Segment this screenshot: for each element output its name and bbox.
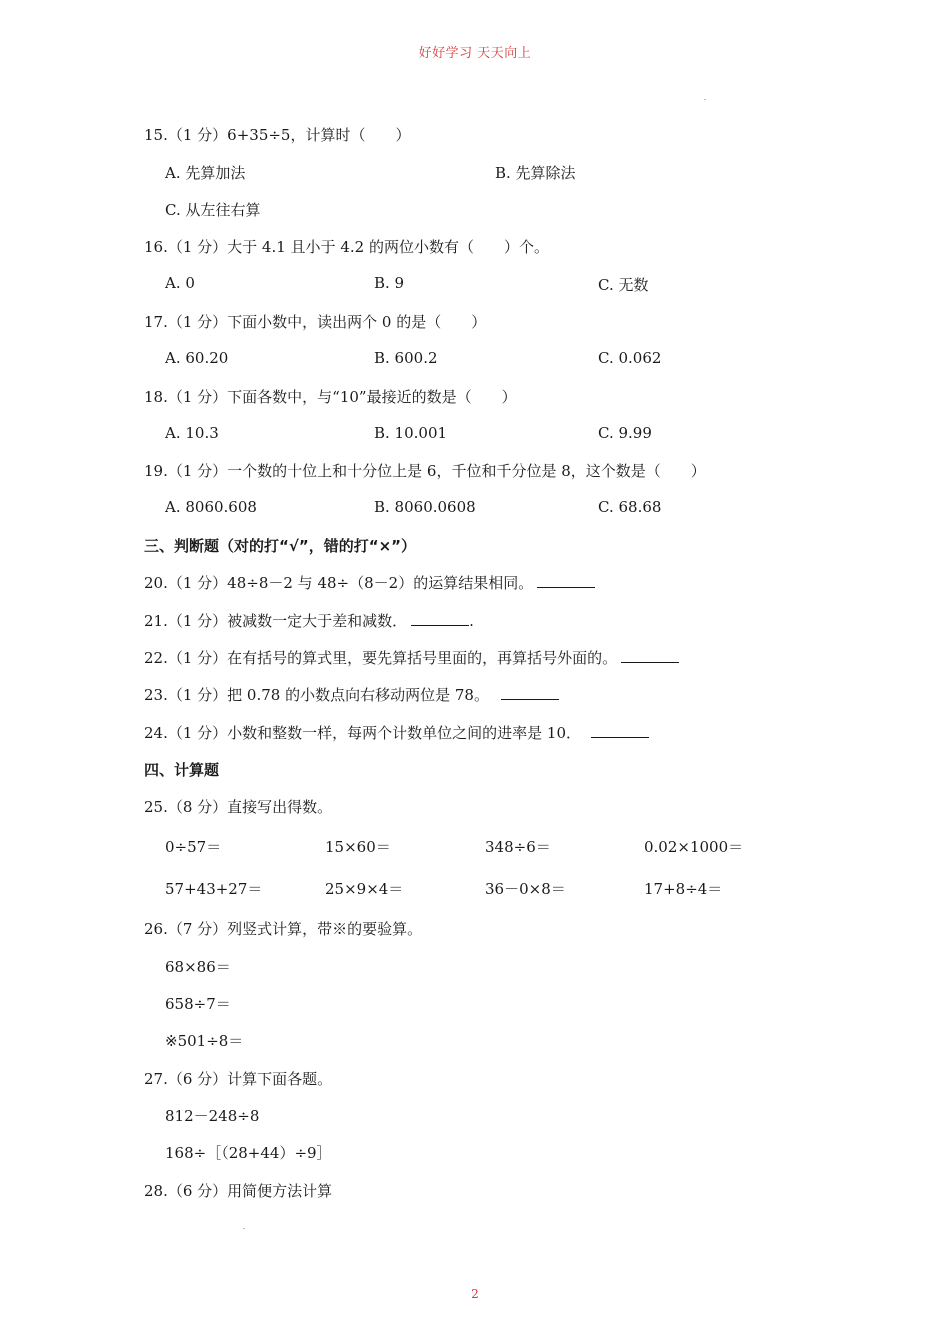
oral-calc-item: 15×60＝: [325, 838, 391, 856]
vertical-calc-item: 658÷7＝: [165, 995, 231, 1013]
question-16-option-a[interactable]: A. 0: [165, 274, 195, 292]
question-21-stem: 21.（1 分）被减数一定大于差和减数．: [144, 612, 408, 630]
expression-item: 812－248÷8: [165, 1107, 260, 1125]
section-3-title: 三、判断题（对的打“√”，错的打“×”）: [144, 537, 417, 555]
question-19-option-b[interactable]: B. 8060.0608: [374, 498, 476, 516]
question-22-stem: 22.（1 分）在有括号的算式里，要先算括号里面的，再算括号外面的。: [144, 649, 618, 667]
section-4-title: 四、计算题: [144, 761, 220, 779]
question-15-stem: 15.（1 分）6+35÷5，计算时（ ）: [144, 126, 411, 144]
answer-blank[interactable]: [621, 648, 679, 663]
question-19-option-c[interactable]: C. 68.68: [598, 498, 662, 516]
question-17-option-c[interactable]: C. 0.062: [598, 349, 662, 367]
oral-calc-item: 0÷57＝: [165, 838, 222, 856]
question-18-option-a[interactable]: A. 10.3: [165, 424, 219, 442]
question-25-stem: 25.（8 分）直接写出得数。: [144, 798, 333, 816]
question-20: [144, 572, 595, 593]
question-26-stem: 26.（7 分）列竖式计算，带※的要验算。: [144, 920, 423, 938]
question-27-stem: 27.（6 分）计算下面各题。: [144, 1070, 333, 1088]
question-23: [144, 684, 559, 705]
page-number: 2: [471, 1287, 479, 1301]
scan-speck: [243, 1228, 245, 1229]
question-17-stem: 17.（1 分）下面小数中，读出两个 0 的是（ ）: [144, 313, 487, 331]
expression-item: 168÷［（28+44）÷9］: [165, 1144, 332, 1162]
oral-calc-item: 17+8÷4＝: [644, 880, 723, 898]
answer-blank[interactable]: [537, 573, 595, 588]
question-18-option-b[interactable]: B. 10.001: [374, 424, 448, 442]
question-16-option-b[interactable]: B. 9: [374, 274, 405, 292]
answer-blank[interactable]: [501, 685, 559, 700]
vertical-calc-item: ※501÷8＝: [165, 1032, 244, 1050]
oral-calc-item: 36－0×8＝: [485, 880, 566, 898]
question-19-stem: 19.（1 分）一个数的十位上和十分位上是 6，千位和千分位是 8，这个数是（ ）: [144, 462, 706, 480]
question-22: [144, 647, 679, 668]
scan-speck: [704, 99, 706, 100]
question-19-option-a[interactable]: A. 8060.608: [165, 498, 257, 516]
question-15-option-c[interactable]: C. 从左往右算: [165, 201, 261, 219]
question-18-stem: 18.（1 分）下面各数中，与“10”最接近的数是（ ）: [144, 388, 517, 406]
question-15-option-a[interactable]: A. 先算加法: [165, 164, 246, 182]
question-21: [144, 610, 474, 631]
oral-calc-item: 0.02×1000＝: [644, 838, 744, 856]
page-header: 好好学习 天天向上: [418, 46, 532, 61]
answer-blank[interactable]: [411, 611, 469, 626]
oral-calc-item: 25×9×4＝: [325, 880, 404, 898]
question-20-stem: 20.（1 分）48÷8－2 与 48÷（8－2）的运算结果相同。: [144, 574, 534, 592]
question-16-option-c[interactable]: C. 无数: [598, 276, 649, 294]
question-24: [144, 722, 649, 743]
question-23-stem: 23.（1 分）把 0.78 的小数点向右移动两位是 78。: [144, 686, 489, 704]
question-24-stem: 24.（1 分）小数和整数一样，每两个计数单位之间的进率是 10．: [144, 724, 582, 742]
question-17-option-a[interactable]: A. 60.20: [165, 349, 229, 367]
oral-calc-item: 348÷6＝: [485, 838, 551, 856]
vertical-calc-item: 68×86＝: [165, 958, 231, 976]
question-17-option-b[interactable]: B. 600.2: [374, 349, 438, 367]
oral-calc-item: 57+43+27＝: [165, 880, 263, 898]
answer-blank[interactable]: [591, 723, 649, 738]
question-15-option-b[interactable]: B. 先算除法: [495, 164, 576, 182]
question-18-option-c[interactable]: C. 9.99: [598, 424, 652, 442]
question-28-stem: 28.（6 分）用简便方法计算: [144, 1182, 333, 1200]
question-21-period: .: [469, 612, 474, 630]
question-16-stem: 16.（1 分）大于 4.1 且小于 4.2 的两位小数有（ ）个。: [144, 238, 549, 256]
